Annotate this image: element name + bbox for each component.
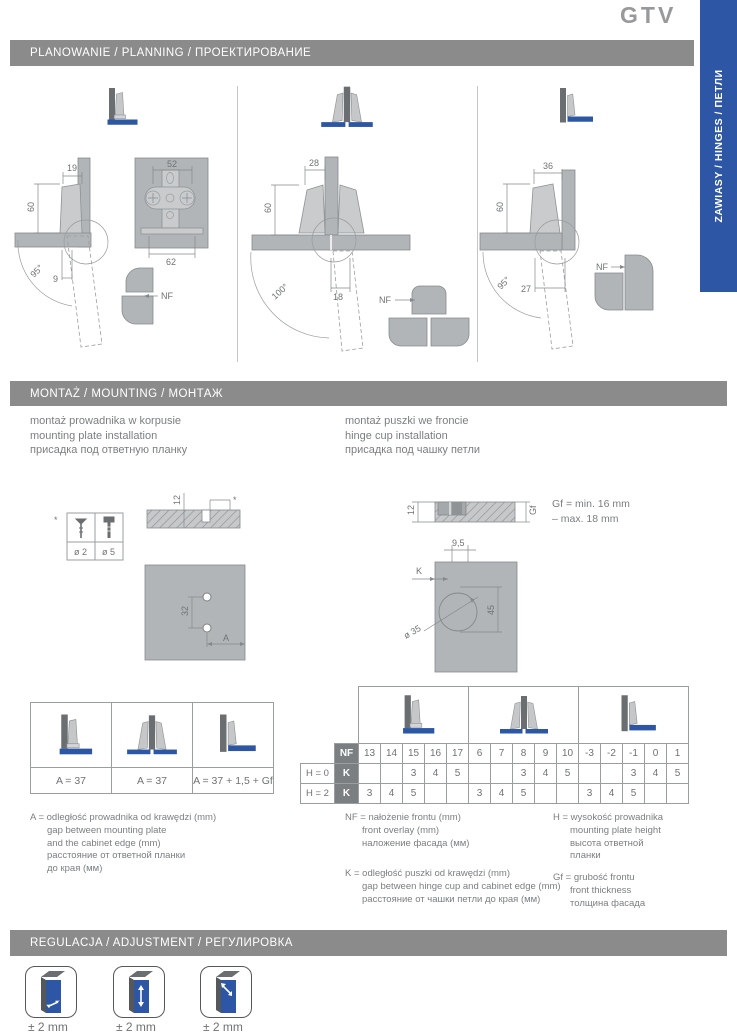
svg-text:12: 12 — [406, 504, 416, 515]
table-icon-cell — [359, 687, 469, 744]
svg-text:95°: 95° — [495, 274, 513, 292]
side-tab-label: ZAWIASY / HINGES / ПЕТЛИ — [712, 69, 725, 223]
h2-label-cell: H = 2 — [301, 784, 335, 804]
nf-header-cell: NF — [335, 744, 359, 764]
value-cell: 1 — [667, 744, 689, 764]
svg-text:60: 60 — [263, 202, 273, 213]
text-line: front thickness — [570, 884, 632, 896]
text-line: montaż puszki we froncie — [345, 415, 469, 427]
svg-text:9,5: 9,5 — [452, 538, 465, 548]
k-header-cell: K — [335, 764, 359, 784]
hinge-twin-icon — [318, 84, 376, 128]
text-line: – max. 18 mm — [552, 513, 619, 525]
a-table-icon-cell — [193, 703, 274, 768]
text-line: front overlay (mm) — [362, 824, 440, 836]
cabinet-depth-adjust-icon — [208, 969, 244, 1015]
text-line: Gf = min. 16 mm — [552, 498, 630, 510]
text-line: mounting plate height — [570, 824, 661, 836]
text-line: mounting plate installation — [30, 429, 158, 442]
text-line: and the cabinet edge (mm) — [47, 837, 161, 849]
a-value: A = 37 — [31, 768, 112, 794]
value-cell: 0 — [645, 744, 667, 764]
hinge-twin-icon — [497, 693, 551, 735]
mounting-title: MONTAŻ / MOUNTING / МОНТАЖ — [30, 387, 223, 400]
text-line: NF = nałożenie frontu (mm) — [345, 812, 461, 823]
text-line: толщина фасада — [570, 897, 646, 909]
text-line: K = odległość puszki od krawędzi (mm) — [345, 868, 510, 879]
mounting-plate-drilling-drawing — [20, 455, 350, 690]
svg-text:19: 19 — [67, 163, 78, 173]
legend-gf — [553, 872, 645, 910]
svg-text:60: 60 — [495, 201, 505, 212]
hinge-overlay-icon — [389, 693, 439, 735]
hinge-overlay-icon — [45, 712, 97, 756]
text-line: gap between mounting plate — [47, 824, 167, 836]
svg-text:62: 62 — [166, 257, 177, 267]
value-cell: 4 — [601, 784, 623, 804]
adjustment-title: REGULACJA / ADJUSTMENT / РЕГУЛИРОВКА — [30, 937, 293, 949]
adjustment-value: ± 2 mm — [28, 1020, 68, 1034]
svg-text:12: 12 — [172, 494, 182, 505]
value-cell: 14 — [381, 744, 403, 764]
svg-text:A: A — [223, 633, 230, 643]
value-cell: 8 — [513, 744, 535, 764]
svg-text:27: 27 — [521, 284, 532, 294]
hinge-inset-icon — [548, 84, 596, 128]
text-line: до края (мм) — [47, 863, 103, 875]
value-cell: 9 — [535, 744, 557, 764]
text-line: присадка под ответную планку — [30, 444, 188, 456]
value-cell — [425, 784, 447, 804]
a-table-icon-cell — [31, 703, 112, 768]
svg-text:*: * — [233, 495, 237, 505]
svg-text:52: 52 — [167, 159, 178, 169]
table-icon-cell — [469, 687, 579, 744]
svg-text:ø 2: ø 2 — [74, 547, 88, 557]
inset-hinge-drawing — [477, 140, 691, 362]
a-table-icon-cell — [112, 703, 193, 768]
text-line: H = wysokość prowadnika — [553, 812, 664, 823]
svg-text:28: 28 — [309, 158, 320, 168]
mounting-right-heading — [345, 414, 480, 458]
legend-a — [30, 812, 216, 876]
value-cell — [469, 764, 491, 784]
value-cell: 7 — [491, 744, 513, 764]
category-side-tab — [700, 0, 737, 292]
value-cell: 10 — [557, 744, 579, 764]
value-cell: -2 — [601, 744, 623, 764]
gtv-logo: GTV — [620, 2, 677, 28]
value-cell: 3 — [579, 784, 601, 804]
value-cell: 5 — [623, 784, 645, 804]
value-cell: 4 — [425, 764, 447, 784]
svg-text:*: * — [54, 515, 58, 525]
legend-nf — [345, 812, 469, 850]
value-cell: 5 — [447, 764, 469, 784]
svg-text:NF: NF — [161, 291, 173, 301]
svg-text:32: 32 — [180, 605, 190, 616]
planning-title: PLANOWANIE / PLANNING / ПРОЕКТИРОВАНИЕ — [30, 47, 312, 59]
svg-text:K: K — [416, 566, 423, 576]
svg-text:NF: NF — [596, 262, 608, 272]
value-cell: 13 — [359, 744, 381, 764]
text-line: расстояние от чашки петли до края (мм) — [362, 893, 541, 905]
value-cell: 3 — [469, 784, 491, 804]
value-cell: 3 — [623, 764, 645, 784]
value-cell: 3 — [403, 764, 425, 784]
svg-text:ø 35: ø 35 — [402, 623, 423, 641]
value-cell: 16 — [425, 744, 447, 764]
value-cell — [557, 784, 579, 804]
value-cell: 15 — [403, 744, 425, 764]
a-value: A = 37 — [112, 768, 193, 794]
value-cell: 5 — [403, 784, 425, 804]
hinge-twin-icon — [124, 712, 180, 756]
value-cell: 17 — [447, 744, 469, 764]
value-cell — [579, 764, 601, 784]
cabinet-height-adjust-icon — [121, 969, 157, 1015]
text-line: наложение фасада (мм) — [362, 837, 470, 849]
value-cell: 4 — [645, 764, 667, 784]
text-line: планки — [570, 850, 601, 862]
a-dimension-table — [30, 702, 274, 794]
value-cell: 4 — [381, 784, 403, 804]
value-cell: 3 — [359, 784, 381, 804]
value-cell: 4 — [535, 764, 557, 784]
value-cell — [447, 784, 469, 804]
k-header-cell: K — [335, 784, 359, 804]
value-cell: -3 — [579, 744, 601, 764]
value-cell: 5 — [513, 784, 535, 804]
depth-adjustment-icon — [200, 966, 252, 1018]
text-line: gap between hinge cup and cabinet edge (mm) — [362, 880, 561, 892]
hinge-inset-icon — [609, 693, 659, 735]
svg-text:18: 18 — [333, 292, 344, 302]
value-cell — [601, 764, 623, 784]
adjustment-section-header — [10, 930, 727, 956]
overlay-adjustment-table — [300, 686, 689, 804]
hinge-inset-icon — [207, 712, 259, 756]
value-cell: -1 — [623, 744, 645, 764]
text-line: montaż prowadnika w korpusie — [30, 415, 182, 427]
svg-text:60: 60 — [26, 201, 36, 212]
value-cell — [381, 764, 403, 784]
overlay-hinge-drawing — [10, 140, 237, 362]
mounting-left-heading — [30, 414, 187, 458]
value-cell — [359, 764, 381, 784]
text-line: hinge cup installation — [345, 429, 448, 442]
h0-label-cell: H = 0 — [301, 764, 335, 784]
svg-text:45: 45 — [486, 604, 496, 615]
gf-note — [552, 497, 630, 527]
cabinet-side-adjust-icon — [33, 969, 69, 1015]
text-line: расстояние от ответной планки — [47, 850, 186, 862]
svg-text:36: 36 — [543, 161, 554, 171]
svg-text:95°: 95° — [28, 262, 46, 280]
svg-text:100°: 100° — [269, 281, 291, 302]
table-icon-cell — [579, 687, 689, 744]
adjustment-value: ± 2 mm — [116, 1020, 156, 1034]
value-cell — [645, 784, 667, 804]
a-value: A = 37 + 1,5 + Gf — [193, 768, 274, 794]
legend-k — [345, 868, 561, 906]
svg-text:ø 5: ø 5 — [102, 547, 116, 557]
text-line: присадка под чашку петли — [345, 444, 481, 456]
value-cell: 5 — [667, 764, 689, 784]
text-line: высота ответной — [570, 837, 644, 849]
svg-text:Gf: Gf — [528, 505, 538, 515]
value-cell: 6 — [469, 744, 491, 764]
planning-section-header — [10, 40, 694, 66]
height-adjustment-icon — [113, 966, 165, 1018]
value-cell: 4 — [491, 784, 513, 804]
text-line: Gf = grubość frontu — [553, 872, 635, 883]
value-cell — [667, 784, 689, 804]
mounting-section-header — [10, 381, 727, 406]
svg-text:NF: NF — [379, 295, 391, 305]
svg-text:9: 9 — [53, 274, 59, 284]
text-line: A = odległość prowadnika od krawędzi (mm) — [30, 812, 217, 823]
hinge-overlay-icon — [94, 84, 142, 128]
value-cell — [535, 784, 557, 804]
hinge-cup-drilling-drawing — [390, 455, 737, 700]
value-cell — [491, 764, 513, 784]
adjustment-value: ± 2 mm — [203, 1020, 243, 1034]
twin-hinge-drawing — [237, 140, 477, 362]
value-cell: 5 — [557, 764, 579, 784]
legend-h — [553, 812, 663, 863]
value-cell: 3 — [513, 764, 535, 784]
side-adjustment-icon — [25, 966, 77, 1018]
